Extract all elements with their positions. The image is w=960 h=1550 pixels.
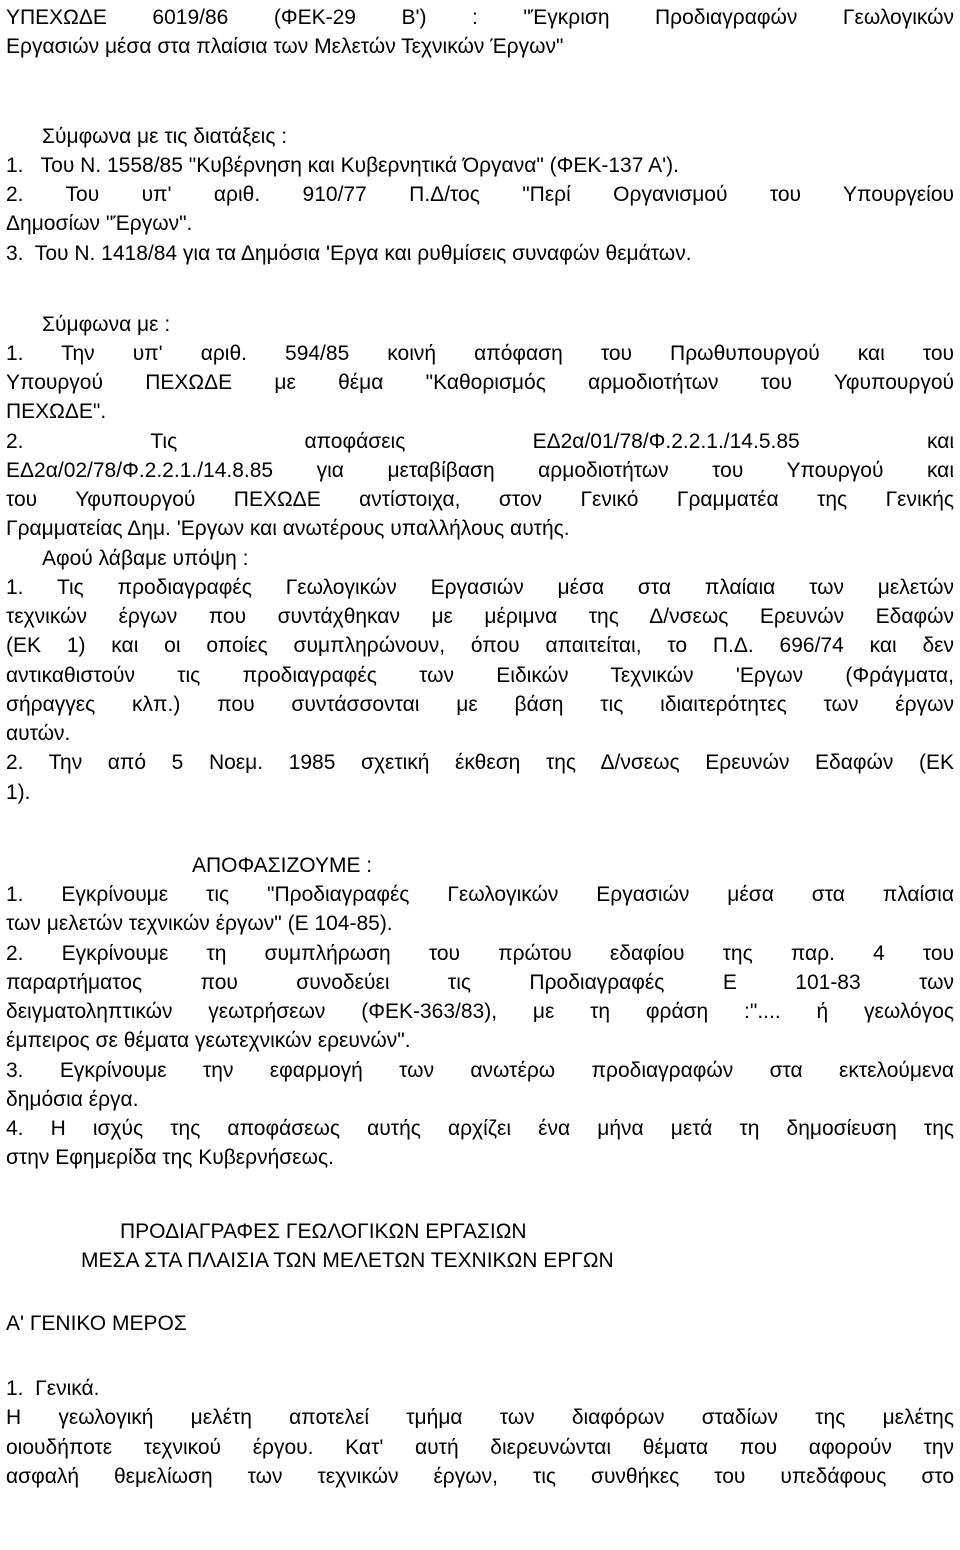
decision-item-2-cont-2: δειγματοληπτικών γεωτρήσεων (ΦΕΚ-363/83), με τη φράση :".... ή γεωλόγος	[6, 1000, 954, 1023]
accordance-item-1-end: ΠΕΧΩΔΕ".	[6, 400, 107, 423]
considering-item-2: 2. Την από 5 Νοεμ. 1985 σχετική έκθεση της Δ/νσεως Ερευνών Εδαφών (ΕΚ	[6, 751, 954, 774]
decision-item-2: 2. Εγκρίνουμε τη συμπλήρωση του πρώτου εδαφίου της παρ. 4 του	[6, 942, 954, 965]
provision-item-2: 2. Του υπ' αριθ. 910/77 Π.Δ/τος "Περί Οργανισμού του Υπουργείου	[6, 183, 954, 206]
spec-title-line-1: ΠΡΟΔΙΑΓΡΑΦΕΣ ΓΕΩΛΟΓΙΚΩΝ ΕΡΓΑΣΙΩΝ	[120, 1220, 527, 1243]
header-title-line-2: Εργασιών μέσα στα πλαίσια των Μελετών Τεχνικών Έργων"	[6, 35, 564, 58]
decision-item-4: 4. Η ισχύς της αποφάσεως αυτής αρχίζει ένα μήνα μετά τη δημοσίευση της	[6, 1117, 954, 1140]
provisions-heading: Σύμφωνα με τις διατάξεις :	[42, 125, 288, 148]
considering-heading: Αφού λάβαμε υπόψη :	[42, 547, 249, 570]
header-title-line-1: ΥΠΕΧΩΔΕ 6019/86 (ΦΕΚ-29 Β') : "Έγκριση Προδιαγραφών Γεωλογικών	[6, 6, 954, 29]
decision-item-1: 1. Εγκρίνουμε τις "Προδιαγραφές Γεωλογικών Εργασιών μέσα στα πλαίσια	[6, 883, 954, 906]
considering-item-1-end: αυτών.	[6, 722, 71, 745]
accordance-item-2-end: Γραμματείας Δημ. 'Εργων και ανωτέρους υπαλλήλους αυτής.	[6, 517, 570, 540]
decision-item-2-end: έμπειρος σε θέματα γεωτεχνικών ερευνών".	[6, 1029, 411, 1052]
provision-item-3: 3. Του Ν. 1418/84 για τα Δημόσια 'Εργα και ρυθμίσεις συναφών θεμάτων.	[6, 242, 692, 265]
provision-item-2-cont: Δημοσίων "Έργων".	[6, 212, 193, 235]
considering-item-1-cont-2: (ΕΚ 1) και οι οποίες συμπληρώνουν, όπου απαιτείται, το Π.Δ. 696/74 και δεν	[6, 634, 954, 657]
decision-item-4-end: στην Εφημερίδα της Κυβερνήσεως.	[6, 1146, 334, 1169]
accordance-item-2: 2. Τις αποφάσεις ΕΔ2α/01/78/Φ.2.2.1./14.5.85 και	[6, 430, 954, 453]
decision-item-3-end: δημόσια έργα.	[6, 1088, 139, 1111]
subsection-heading: 1. Γενικά.	[6, 1377, 100, 1400]
decision-item-1-end: των μελετών τεχνικών έργων" (Ε 104-85).	[6, 912, 393, 935]
body-paragraph-line-3: ασφαλή θεμελίωση των τεχνικών έργων, τις συνθήκες του υπεδάφους στο	[6, 1465, 954, 1488]
accordance-item-2-cont: ΕΔ2α/02/78/Φ.2.2.1./14.8.85 για μεταβίβαση αρμοδιοτήτων του Υπουργού και	[6, 459, 954, 482]
body-paragraph-line-2: οιουδήποτε τεχνικού έργου. Κατ' αυτή διερευνώνται θέματα που αφορούν την	[6, 1436, 954, 1459]
provision-item-1: 1. Του Ν. 1558/85 "Κυβέρνηση και Κυβερνητικά Όργανα" (ΦΕΚ-137 Α').	[6, 154, 679, 177]
section-heading: Α' ΓΕΝΙΚΟ ΜΕΡΟΣ	[6, 1312, 187, 1335]
considering-item-2-end: 1).	[6, 781, 31, 804]
decision-item-3: 3. Εγκρίνουμε την εφαρμογή των ανωτέρω προδιαγραφών στα εκτελούμενα	[6, 1059, 954, 1082]
accordance-item-1: 1. Την υπ' αριθ. 594/85 κοινή απόφαση του Πρωθυπουργού και του	[6, 342, 954, 365]
considering-item-1: 1. Τις προδιαγραφές Γεωλογικών Εργασιών μέσα στα πλαίαια των μελετών	[6, 576, 954, 599]
body-paragraph-line-1: Η γεωλογική μελέτη αποτελεί τμήμα των διαφόρων σταδίων της μελέτης	[6, 1406, 954, 1429]
accordance-heading: Σύμφωνα με :	[42, 313, 171, 336]
considering-item-1-cont-3: αντικαθιστούν τις προδιαγραφές των Ειδικών Τεχνικών 'Εργων (Φράγματα,	[6, 664, 954, 687]
spec-title-line-2: ΜΕΣΑ ΣΤΑ ΠΛΑΙΣΙΑ ΤΩΝ ΜΕΛΕΤΩΝ ΤΕΧΝΙΚΩΝ ΕΡΓΩΝ	[81, 1249, 614, 1272]
accordance-item-2-cont-2: του Υφυπουργού ΠΕΧΩΔΕ αντίστοιχα, στον Γενικό Γραμματέα της Γενικής	[6, 488, 954, 511]
decision-item-2-cont: παραρτήματος που συνοδεύει τις Προδιαγραφές Ε 101-83 των	[6, 971, 954, 994]
accordance-item-1-cont: Υπουργού ΠΕΧΩΔΕ με θέμα "Καθορισμός αρμοδιοτήτων του Υφυπουργού	[6, 371, 954, 394]
decision-heading: ΑΠΟΦΑΣΙΖΟΥΜΕ :	[192, 854, 373, 877]
considering-item-1-cont: τεχνικών έργων που συντάχθηκαν με μέριμνα της Δ/νσεως Ερευνών Εδαφών	[6, 605, 954, 628]
considering-item-1-cont-4: σήραγγες κλπ.) που συντάσσονται με βάση τις ιδιαιτερότητες των έργων	[6, 693, 954, 716]
